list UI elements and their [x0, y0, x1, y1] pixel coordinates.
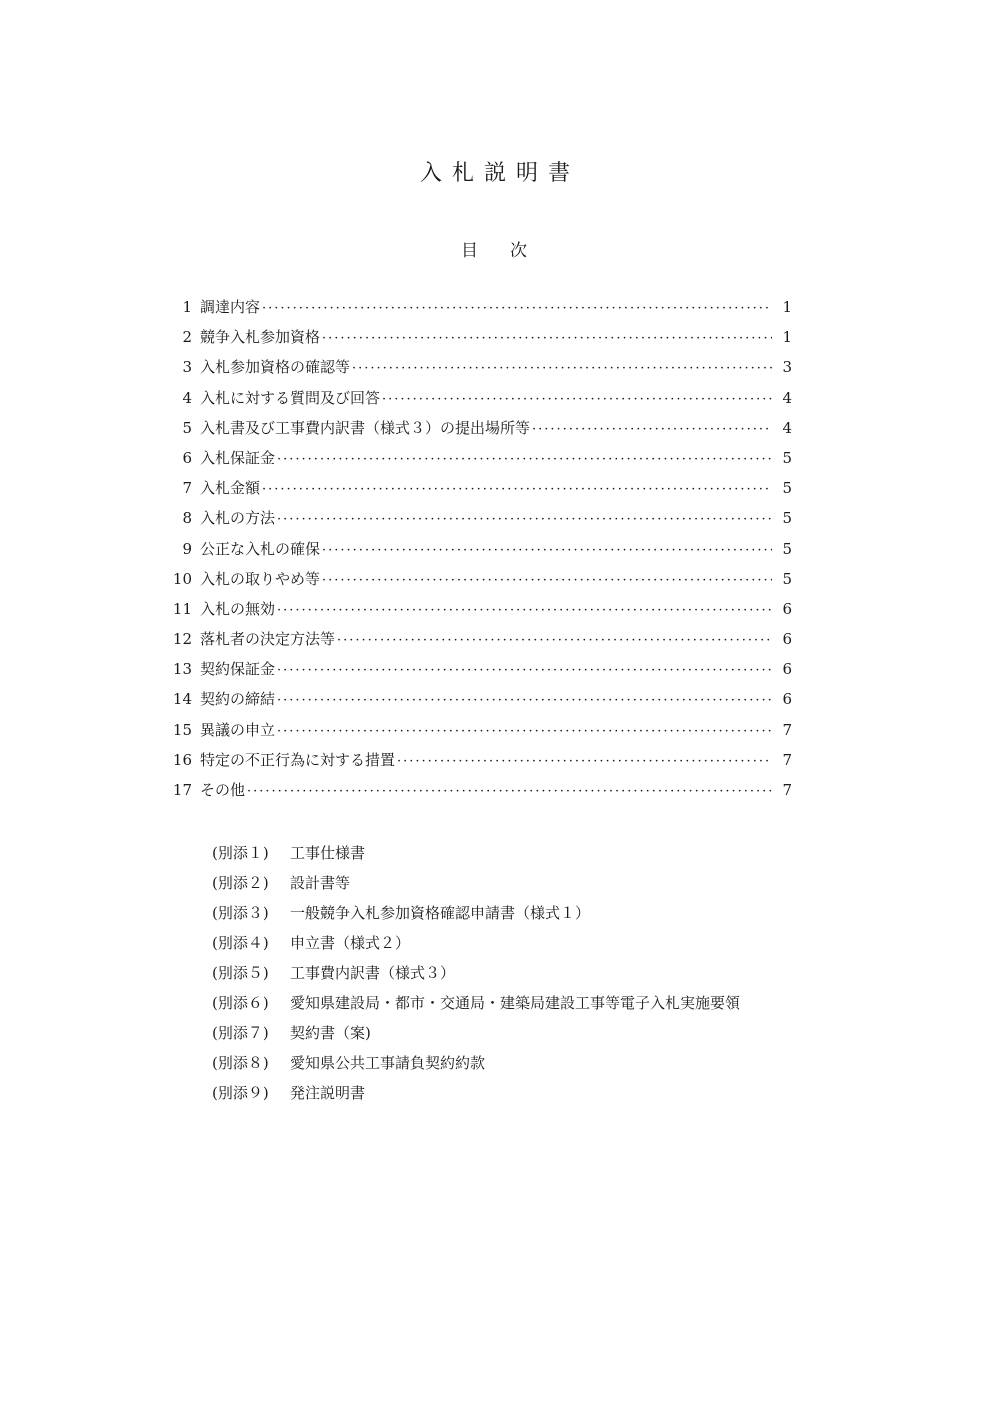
toc-item-number: 12 [172, 630, 192, 649]
toc-item-number: 3 [182, 358, 192, 377]
toc-item-page: 6 [782, 599, 792, 618]
attachment-text: 工事費内訳書（様式３） [290, 964, 456, 982]
toc-item [167, 356, 792, 386]
toc-item [167, 387, 792, 417]
toc-dot-leader [277, 603, 772, 618]
toc-item-page: 5 [782, 539, 792, 558]
attachment-text: 愛知県建設局・都市・交通局・建築局建設工事等電子入札実施要領 [290, 994, 741, 1012]
toc-dot-leader [322, 331, 772, 346]
toc-dot-leader [352, 361, 772, 376]
toc-dot-leader [247, 784, 772, 799]
toc-item [167, 779, 792, 809]
toc-item-label: 入札参加資格の確認等 [200, 358, 351, 377]
toc-item [167, 538, 792, 568]
attachment-text: 工事仕様書 [290, 844, 366, 862]
toc-item [167, 749, 792, 779]
toc-item-number: 1 [182, 298, 192, 316]
toc-item-label: 落札者の決定方法等 [200, 630, 336, 649]
attachment-label: (別添６) [212, 994, 269, 1012]
toc-item [167, 477, 792, 507]
toc-item-page: 7 [782, 750, 792, 769]
toc-item-label: 入札に対する質問及び回答 [200, 388, 381, 407]
toc-dot-leader [277, 512, 772, 527]
toc-item-page: 5 [782, 509, 792, 528]
toc-item-number: 13 [172, 660, 192, 679]
attachment-list [212, 842, 740, 1112]
toc-item-page: 6 [782, 690, 792, 709]
toc-item-page: 1 [782, 298, 792, 316]
attachment-item [212, 992, 740, 1022]
attachment-label: (別添８) [212, 1054, 269, 1072]
table-of-contents [167, 296, 792, 809]
attachment-label: (別添９) [212, 1084, 269, 1102]
attachment-label: (別添２) [212, 874, 269, 892]
toc-item [167, 417, 792, 447]
toc-dot-leader [397, 754, 772, 769]
toc-item-page: 7 [782, 781, 792, 799]
toc-item-label: 公正な入札の確保 [200, 539, 321, 558]
toc-item-number: 2 [182, 328, 192, 347]
toc-dot-leader [337, 633, 772, 648]
toc-dot-leader [262, 482, 772, 497]
toc-item-label: 調達内容 [200, 298, 261, 316]
toc-dot-leader [322, 543, 772, 558]
toc-item-label: その他 [200, 781, 246, 799]
toc-item [167, 507, 792, 537]
attachment-item [212, 932, 740, 962]
toc-item-label: 契約保証金 [200, 660, 276, 679]
toc-item [167, 688, 792, 718]
toc-item-number: 4 [182, 388, 192, 407]
toc-item-page: 4 [782, 418, 792, 437]
toc-item-number: 6 [182, 448, 192, 467]
toc-item-number: 11 [172, 599, 192, 618]
toc-item [167, 568, 792, 598]
toc-item-page: 5 [782, 448, 792, 467]
toc-item-label: 競争入札参加資格 [200, 328, 321, 347]
attachment-label: (別添４) [212, 934, 269, 952]
attachment-item [212, 1082, 740, 1112]
attachment-label: (別添７) [212, 1024, 269, 1042]
toc-item-number: 16 [172, 750, 192, 769]
attachment-label: (別添１) [212, 844, 269, 862]
toc-dot-leader [277, 693, 772, 708]
toc-dot-leader [532, 422, 772, 437]
attachment-text: 愛知県公共工事請負契約約款 [290, 1054, 486, 1072]
toc-item-page: 4 [782, 388, 792, 407]
attachment-label: (別添３) [212, 904, 269, 922]
attachment-text: 発注説明書 [290, 1084, 366, 1102]
toc-item-page: 6 [782, 660, 792, 679]
toc-item [167, 296, 792, 326]
toc-item-label: 入札の方法 [200, 509, 276, 528]
attachment-item [212, 962, 740, 992]
toc-item-number: 5 [182, 418, 192, 437]
attachment-text: 設計書等 [290, 874, 351, 892]
toc-item [167, 719, 792, 749]
toc-item-page: 5 [782, 479, 792, 498]
toc-item-label: 特定の不正行為に対する措置 [200, 750, 396, 769]
toc-item-label: 入札保証金 [200, 448, 276, 467]
toc-heading: 目次 [461, 241, 559, 261]
attachment-item [212, 842, 740, 872]
toc-item-number: 14 [172, 690, 192, 709]
toc-item-number: 15 [172, 720, 192, 739]
toc-item [167, 598, 792, 628]
toc-item [167, 447, 792, 477]
toc-item-page: 1 [782, 328, 792, 347]
toc-dot-leader [262, 301, 772, 316]
toc-item-page: 6 [782, 630, 792, 649]
toc-item-label: 入札金額 [200, 479, 261, 498]
attachment-label: (別添５) [212, 964, 269, 982]
toc-item-number: 17 [172, 781, 192, 799]
toc-item-page: 3 [782, 358, 792, 377]
document-title: 入札説明書 [419, 161, 580, 186]
attachment-text: 契約書（案) [290, 1024, 371, 1042]
toc-item-label: 入札の取りやめ等 [200, 569, 321, 588]
attachment-item [212, 1022, 740, 1052]
toc-item-label: 入札の無効 [200, 599, 276, 618]
toc-item-number: 7 [182, 479, 192, 498]
attachment-item [212, 902, 740, 932]
attachment-item [212, 1052, 740, 1082]
toc-dot-leader [382, 392, 772, 407]
toc-item-number: 10 [172, 569, 192, 588]
toc-item-label: 契約の締結 [200, 690, 276, 709]
toc-item-label: 入札書及び工事費内訳書（様式３）の提出場所等 [200, 418, 531, 437]
attachment-text: 一般競争入札参加資格確認申請書（様式１） [290, 904, 591, 922]
toc-dot-leader [322, 573, 772, 588]
attachment-item [212, 872, 740, 902]
toc-item-page: 5 [782, 569, 792, 588]
attachment-text: 申立書（様式２） [290, 934, 411, 952]
toc-dot-leader [277, 663, 772, 678]
toc-item-page: 7 [782, 720, 792, 739]
toc-item-label: 異議の申立 [200, 720, 276, 739]
toc-item [167, 326, 792, 356]
toc-dot-leader [277, 452, 772, 467]
toc-item [167, 628, 792, 658]
toc-item-number: 8 [182, 509, 192, 528]
toc-item [167, 658, 792, 688]
toc-dot-leader [277, 724, 772, 739]
toc-item-number: 9 [182, 539, 192, 558]
